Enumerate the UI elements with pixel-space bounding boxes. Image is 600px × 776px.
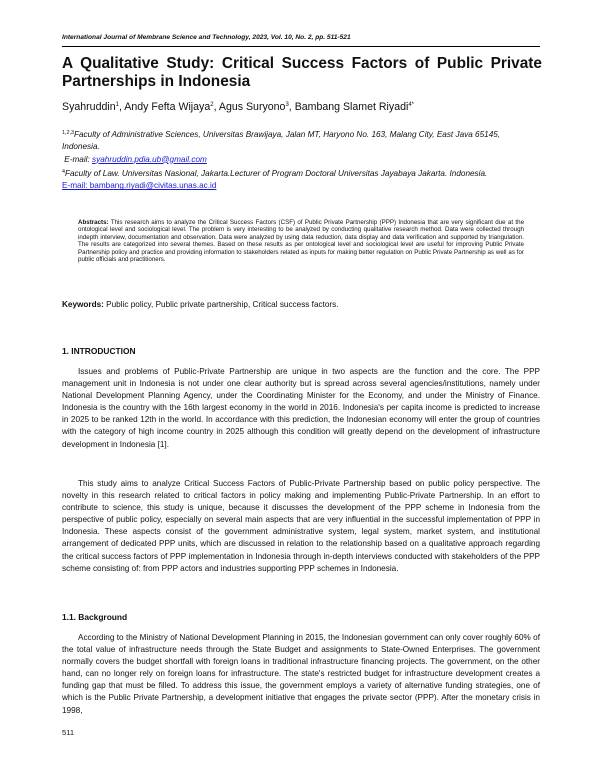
keywords-text: Public policy, Public private partnership, Critical success factors. [106, 300, 339, 309]
email-link[interactable]: syahruddin.pdia.ub@gmail.com [92, 154, 207, 164]
affiliation-2 [62, 166, 540, 193]
author-sup: 2 [210, 102, 214, 108]
header-rule [62, 46, 540, 47]
author-sup: 3 [285, 102, 289, 108]
keywords-label: Keywords: [62, 300, 104, 309]
abstract-text: This research aims to analyze the Critical Success Factors (CSF) of Public Private Partnership (PPP) Indonesia that are very significant due at the ontological level and sociological level. The problem is very interesting to be analyzed by conducting qualitative research method. Data were collected through indepth interview, documentation and observation. Data were analyzed by using data reduction, data display and data verification and supported by triangulation. The results are categorized into several themes. Based on these results as per ontological level and sociological level are useful for improving Public Private Partnership policy and practice and providing information to stakeholders related as inputs for making better regulation on Public Private Partnership as well as for public officials and practitioners. [78, 219, 525, 264]
page-number: 511 [62, 728, 75, 737]
author-list: Syahruddin$^1$, Andy Fefta Wijaya$^2$, Agus Suryono$^3$, Bambang Slamet Riyadi$^{4*}$ [62, 101, 415, 113]
email-label: E-mail: [64, 154, 90, 164]
author-name: Syahruddin [62, 101, 116, 113]
section-heading-background: 1.1. Background [62, 612, 128, 622]
keywords [62, 300, 540, 309]
author-name: Agus Suryono [218, 101, 286, 113]
paragraph: According to the Ministry of National Development Planning in 2015, the Indonesian government can only cover roughly 60% of the total value of infrastructure needs through the State Budget and assignments to State-Owned Enterprises. The government normally covers the budget shortfall with foreign loans in traditional infrastructure financing projects. The government, on the other hand, can no longer rely on foreign loans for infrastructure. The state's restricted budget for infrastructure development creates a funding gap that must be filled. To address this issue, the government employs a variety of alternative funding strategies, one of which is the Public Private Partnership, a development initiative that engages the private sector (PPP). After the monetary crisis in 1998, [62, 633, 540, 715]
author-sup: 4* [408, 102, 415, 108]
abstract [78, 219, 524, 263]
affiliation-1 [62, 127, 540, 166]
affiliation-sup: 4 [62, 169, 65, 175]
affiliation-sup: 1,2,3 [62, 130, 74, 136]
section-heading-introduction: 1. INTRODUCTION [62, 346, 136, 356]
paragraph: Issues and problems of Public-Private Partnership are unique in two aspects are the function and the core. The PPP management unit in Indonesia is not under one clear authority but is spread across several agencies/institutions, namely under National Development Planning Agency, under the Coordinating Minister for the Economy, and under the Ministry of Finance. Indonesia is the country with the 16th largest economy in the world in 2016. Indonesia's per capita income is predicted to increase in 2025 to be ranked 12th in the world. In accordance with this prediction, the Indonesian economy will enter the group of countries with the category of high income country in 2025 although this condition will greatly depend on the development of infrastructure development in Indonesia [1]. [62, 367, 540, 449]
author-sup: 1 [115, 102, 119, 108]
email-link[interactable]: E-mail: bambang.riyadi@civitas.unas.ac.id [62, 181, 217, 191]
affiliation-text: Faculty of Administrative Sciences, Universitas Brawijaya, Jalan MT, Haryono No. 163, Malang City, East Java 65145, Indonesia. [62, 130, 501, 152]
abstract-label: Abstracts: [78, 219, 109, 226]
affiliation-text: Faculty of Law. Universitas Nasional, Jakarta.Lecturer of Program Doctoral Universitas Jayabaya Jakarta. Indonesia. [65, 169, 488, 178]
paragraph: This study aims to analyze Critical Success Factors of Public-Private Partnership based on public policy perspective. The novelty in this research related to critical factors in policy making and implementing Public-Private Partnership. In an effort to contribute to science, this study is unique, because it discusses the development of the PPP scheme in Indonesia from the perspective of public policy, especially on several main aspects that are very influential in the successful implementation of PPP in Indonesia. These aspects consist of the government administrative system, legal system, market system, and institutional arrangement of dedicated PPP units, which are discussed in relation to the relationship based on a qualitative approach regarding the critical success factors of PPP implementation in Indonesia through in-depth interviews conducted with stakeholders of the PPP scheme consisting of: from PPP actors and industries supporting PPP schemes in Indonesia. [62, 479, 540, 573]
author-name: Bambang Slamet Riyadi [294, 101, 409, 113]
paper-title: A Qualitative Study: Critical Success Factors of Public Private Partnerships in Indonesia [62, 55, 542, 90]
author-name: Andy Fefta Wijaya [124, 101, 211, 113]
journal-header: International Journal of Membrane Science and Technology, 2023, Vol. 10, No. 2, pp. 511-521 [62, 34, 351, 41]
